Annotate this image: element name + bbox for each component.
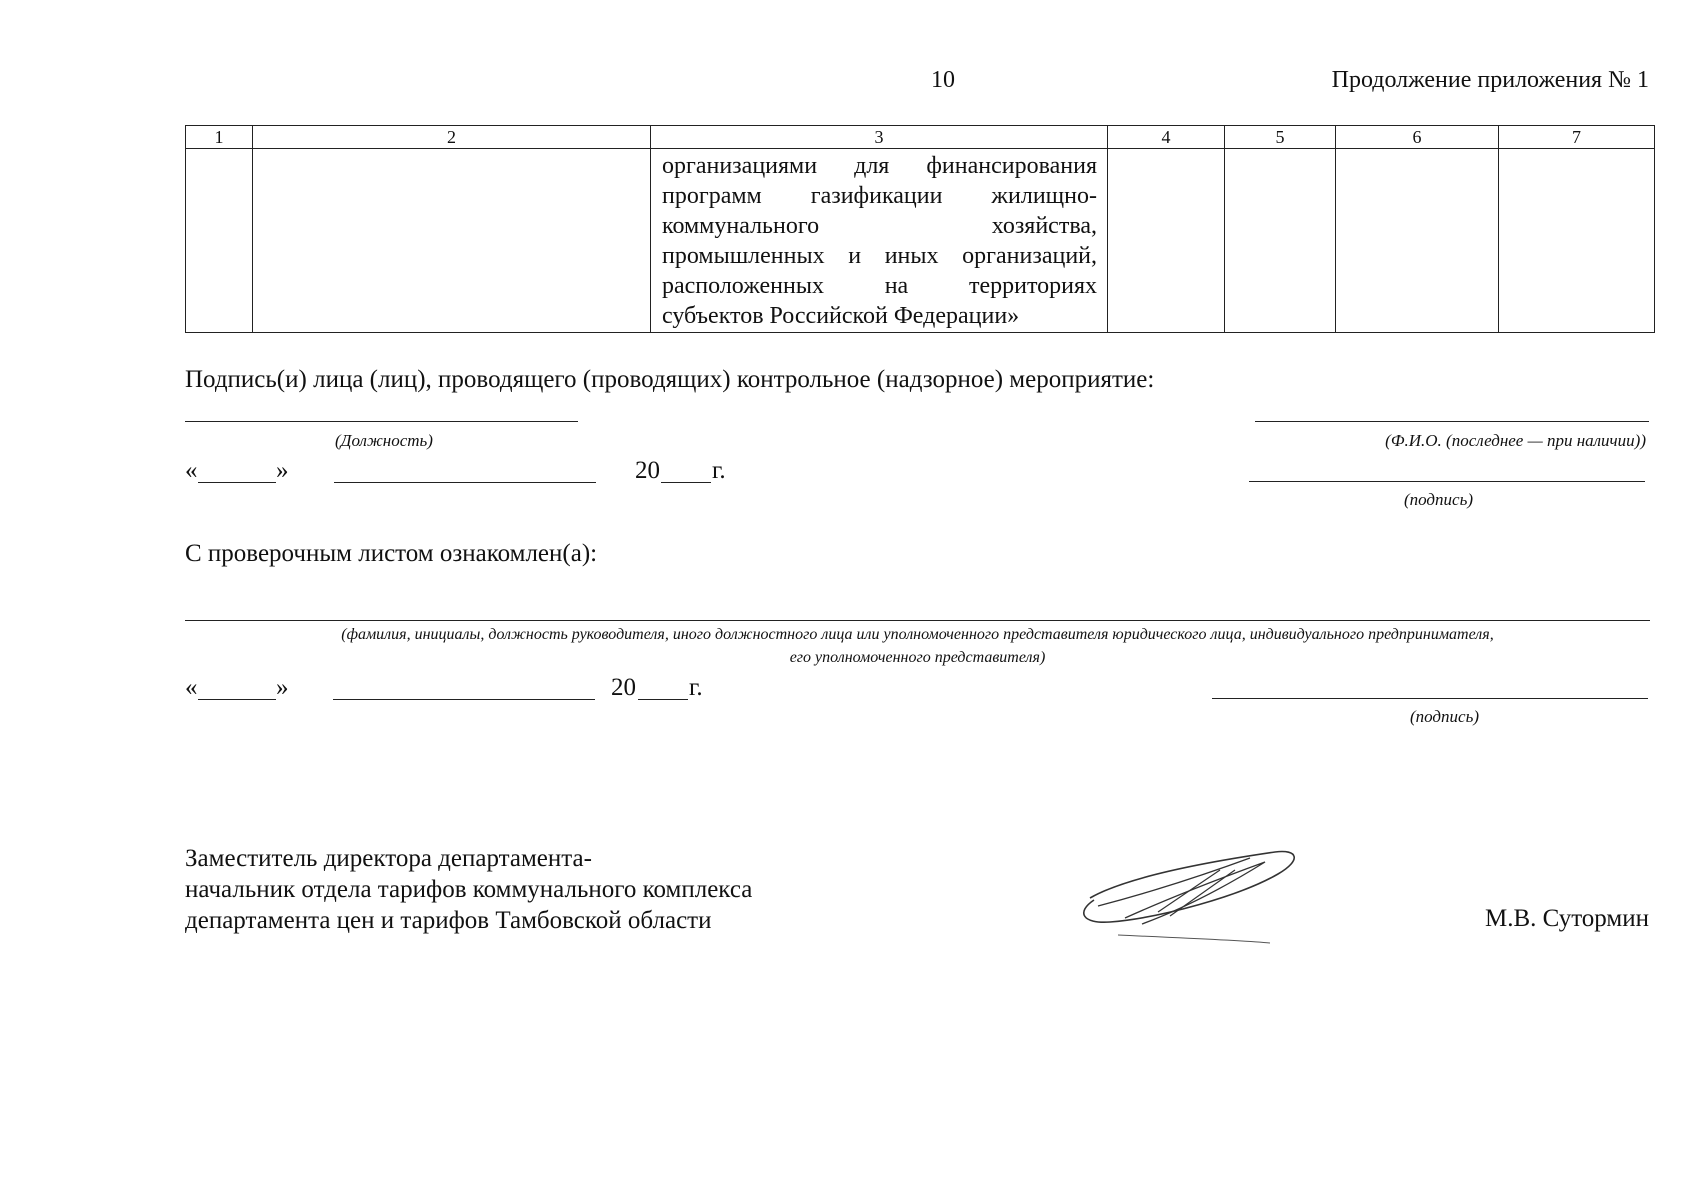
signer-position-line: начальник отдела тарифов коммунального комплекса xyxy=(185,876,753,903)
cell-line: коммунального хозяйства, xyxy=(662,213,1097,239)
date-year-prefix: 20 xyxy=(635,457,660,484)
signer-position-line: департамента цен и тарифов Тамбовской области xyxy=(185,907,712,934)
table-cell xyxy=(1336,149,1499,333)
cell-line: расположенных на территориях xyxy=(662,273,1097,299)
date-year-suffix: г. xyxy=(712,457,726,484)
ack-date-quote-open: « xyxy=(185,674,198,701)
table-cell-requirement xyxy=(651,149,1108,333)
column-header: 5 xyxy=(1225,126,1336,149)
representative-line xyxy=(185,620,1650,621)
column-header: 2 xyxy=(253,126,651,149)
representative-caption-line1: (фамилия, инициалы, должность руководителя, иного должностного лица или уполномоченного представителя юридического лица, индивидуального предпринимателя, xyxy=(341,626,1494,643)
fio-line xyxy=(1255,421,1649,422)
table-cell xyxy=(1108,149,1225,333)
handwritten-signature-icon xyxy=(1070,840,1310,950)
table-cell xyxy=(186,149,253,333)
cell-line: программ газификации жилищно- xyxy=(662,183,1097,209)
ack-signature-line xyxy=(1212,698,1648,699)
table-cell xyxy=(1499,149,1655,333)
ack-date-month-line xyxy=(333,699,595,700)
signature-caption: (подпись) xyxy=(1404,490,1473,509)
table-cell xyxy=(1225,149,1336,333)
inspector-signature-heading: Подпись(и) лица (лиц), проводящего (проводящих) контрольное (надзорное) мероприятие: xyxy=(185,366,1155,393)
ack-date-year-prefix: 20 xyxy=(611,674,636,701)
ack-date-quote-close: » xyxy=(276,674,289,701)
position-caption: (Должность) xyxy=(335,431,433,450)
date-month-line xyxy=(334,482,596,483)
signer-position xyxy=(185,843,752,936)
column-header: 7 xyxy=(1499,126,1655,149)
ack-date-day-line xyxy=(198,699,276,700)
date-quote-close: » xyxy=(276,457,289,484)
fio-caption: (Ф.И.О. (последнее — при наличии)) xyxy=(1385,431,1646,450)
signer-position-line: Заместитель директора департамента- xyxy=(185,845,592,872)
date-day-line xyxy=(198,482,276,483)
table-cell xyxy=(253,149,651,333)
position-line xyxy=(185,421,578,422)
column-header: 6 xyxy=(1336,126,1499,149)
signer-name: М.В. Сутормин xyxy=(1484,905,1649,932)
table-row xyxy=(186,149,1655,333)
page-number: 10 xyxy=(931,67,955,93)
representative-caption-line2: его уполномоченного представителя) xyxy=(789,649,1046,666)
ack-signature-caption: (подпись) xyxy=(1410,707,1479,726)
date-year-line xyxy=(661,482,711,483)
ack-date-year-suffix: г. xyxy=(689,674,703,701)
column-header: 4 xyxy=(1108,126,1225,149)
ack-date-year-line xyxy=(638,699,688,700)
table-header-row xyxy=(186,126,1655,149)
acknowledged-heading: С проверочным листом ознакомлен(а): xyxy=(185,540,598,567)
column-header: 1 xyxy=(186,126,253,149)
date-quote-open: « xyxy=(185,457,198,484)
cell-line: субъектов Российской Федерации» xyxy=(662,303,1020,329)
signature-line xyxy=(1249,481,1645,482)
cell-line: организациями для финансирования xyxy=(662,153,1097,179)
checklist-table xyxy=(185,125,1655,333)
appendix-continuation-label: Продолжение приложения № 1 xyxy=(1331,67,1649,93)
cell-line: промышленных и иных организаций, xyxy=(662,243,1097,269)
column-header: 3 xyxy=(651,126,1108,149)
